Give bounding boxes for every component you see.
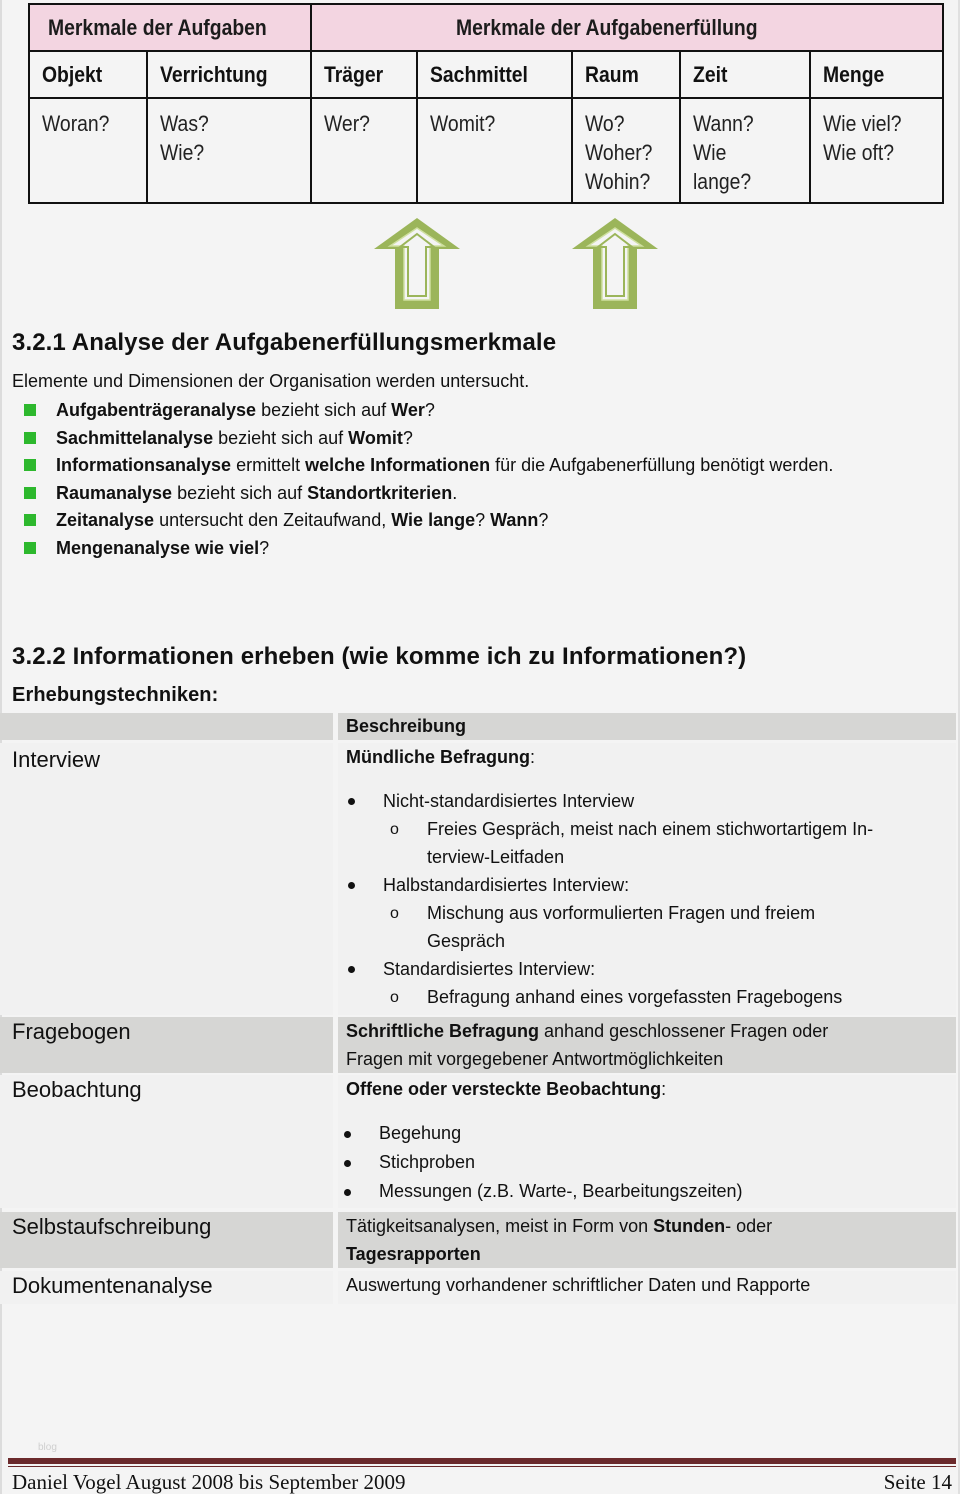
bullet-dot-icon bbox=[348, 966, 355, 973]
col-head-traeger: Träger bbox=[311, 51, 417, 98]
header-cell-left bbox=[0, 713, 333, 740]
bullet-dot-icon bbox=[348, 798, 355, 805]
green-square-bullet-icon bbox=[24, 542, 36, 554]
merkmale-question-row bbox=[29, 98, 943, 203]
section-321-list bbox=[24, 397, 924, 562]
col-head-sachmittel: Sachmittel bbox=[417, 51, 572, 98]
list-item: Nicht-standardisiertes Interview bbox=[346, 787, 956, 815]
technique-beobachtung: Beobachtung bbox=[0, 1075, 333, 1208]
col-head-zeit: Zeit bbox=[680, 51, 810, 98]
list-item: Zeitanalyse untersucht den Zeitaufwand, Wie lange? Wann? bbox=[24, 507, 924, 535]
list-item: Stichproben bbox=[346, 1148, 956, 1177]
section-321-intro: Elemente und Dimensionen der Organisation werden untersucht. bbox=[12, 371, 530, 391]
bullet-circle-icon: o bbox=[390, 989, 399, 1006]
col-head-raum: Raum bbox=[572, 51, 680, 98]
list-item: Halbstandardisiertes Interview: bbox=[346, 871, 956, 899]
q-objekt: Woran? bbox=[29, 98, 147, 203]
footer-rule-thick bbox=[8, 1458, 956, 1464]
bullet-circle-icon: o bbox=[390, 905, 399, 922]
technique-fragebogen: Fragebogen bbox=[0, 1017, 333, 1073]
band-aufgabenerfuellung: Merkmale der Aufgabenerfüllung bbox=[311, 4, 943, 51]
merkmale-table bbox=[28, 3, 944, 204]
list-item: Informationsanalyse ermittelt welche Informationen für die Aufgabenerfüllung benötigt werden. bbox=[24, 452, 874, 480]
list-item: Begehung bbox=[346, 1119, 956, 1148]
description-beobachtung: Offene oder versteckte Beobachtung: Begehung Stichproben Messungen (z.B. Warte-, Bearbeitungszeiten) bbox=[338, 1075, 956, 1208]
footer-author-dates: Daniel Vogel August 2008 bis September 2009 bbox=[12, 1470, 406, 1494]
list-item: Mengenanalyse wie viel? bbox=[24, 535, 924, 563]
section-322-title: 3.2.2 Informationen erheben (wie komme ich zu Informationen?) bbox=[12, 643, 747, 670]
col-head-objekt: Objekt bbox=[29, 51, 147, 98]
q-sachmittel: Womit? bbox=[417, 98, 572, 203]
list-item: Aufgabenträgeranalyse bezieht sich auf Wer? bbox=[24, 397, 924, 425]
description-interview: Mündliche Befragung: Nicht-standardisiertes Interview o Freies Gespräch, meist nach einem stichwortartigem In- terview-Leitfaden Halbstandardisiertes Interview: o Mischung aus vorformulierten Fragen und freiem Gespräch Standardisiertes Interview: o Befragung anhand eines vorgefassten Fragebogens bbox=[338, 743, 956, 1015]
green-square-bullet-icon bbox=[24, 459, 36, 471]
bullet-circle-icon: o bbox=[390, 821, 399, 838]
col-head-verrichtung: Verrichtung bbox=[147, 51, 311, 98]
green-square-bullet-icon bbox=[24, 432, 36, 444]
table-row-fragebogen bbox=[0, 1017, 960, 1073]
section-322-subtitle: Erhebungstechniken: bbox=[12, 684, 219, 706]
list-item: Raumanalyse bezieht sich auf Standortkriterien. bbox=[24, 480, 924, 508]
q-verrichtung: Was? Wie? bbox=[147, 98, 311, 203]
description-dokumentenanalyse: Auswertung vorhandener schriftlicher Daten und Rapporte bbox=[338, 1271, 956, 1304]
list-item: o Befragung anhand eines vorgefassten Fragebogens bbox=[346, 983, 956, 1011]
description-selbstaufschreibung: Tätigkeitsanalysen, meist in Form von Stunden- oder Tagesrapporten bbox=[338, 1212, 956, 1268]
bullet-dot-icon bbox=[344, 1160, 351, 1167]
q-menge: Wie viel? Wie oft? bbox=[810, 98, 943, 203]
technique-selbstaufschreibung: Selbstaufschreibung bbox=[0, 1212, 333, 1268]
q-zeit: Wann? Wie lange? bbox=[680, 98, 810, 203]
hollow-up-arrow-icon bbox=[372, 216, 462, 311]
section-321-title: 3.2.1 Analyse der Aufgabenerfüllungsmerkmale bbox=[12, 329, 557, 356]
header-cell-beschreibung: Beschreibung bbox=[338, 713, 956, 740]
merkmale-head-row bbox=[29, 51, 943, 98]
list-item: Sachmittelanalyse bezieht sich auf Womit? bbox=[24, 425, 924, 453]
table-row-dokumentenanalyse bbox=[0, 1271, 960, 1304]
watermark: blog bbox=[38, 1442, 57, 1453]
col-head-menge: Menge bbox=[810, 51, 943, 98]
description-fragebogen: Schriftliche Befragung anhand geschlossener Fragen oder Fragen mit vorgegebener Antwortmöglichkeiten bbox=[338, 1017, 956, 1073]
footer-rule-thin bbox=[8, 1466, 956, 1467]
table-row-beobachtung bbox=[0, 1075, 960, 1208]
techniques-header-row bbox=[0, 713, 960, 740]
merkmale-band-row bbox=[29, 4, 943, 51]
technique-interview: Interview bbox=[0, 743, 333, 1015]
hollow-up-arrow-icon bbox=[570, 216, 660, 311]
band-aufgaben: Merkmale der Aufgaben bbox=[29, 4, 311, 51]
table-row-interview bbox=[0, 743, 960, 1015]
bullet-dot-icon bbox=[344, 1131, 351, 1138]
list-item: Messungen (z.B. Warte-, Bearbeitungszeiten) bbox=[346, 1177, 956, 1206]
bullet-dot-icon bbox=[344, 1189, 351, 1196]
green-square-bullet-icon bbox=[24, 404, 36, 416]
list-item: o Mischung aus vorformulierten Fragen und freiem Gespräch bbox=[346, 899, 956, 955]
list-item: o Freies Gespräch, meist nach einem stichwortartigem In- terview-Leitfaden bbox=[346, 815, 956, 871]
q-traeger: Wer? bbox=[311, 98, 417, 203]
list-item: Standardisiertes Interview: bbox=[346, 955, 956, 983]
bullet-dot-icon bbox=[348, 882, 355, 889]
green-square-bullet-icon bbox=[24, 487, 36, 499]
table-row-selbstaufschreibung bbox=[0, 1212, 960, 1268]
green-square-bullet-icon bbox=[24, 514, 36, 526]
footer-page-number: Seite 14 bbox=[883, 1470, 952, 1494]
q-raum: Wo? Woher? Wohin? bbox=[572, 98, 680, 203]
technique-dokumentenanalyse: Dokumentenanalyse bbox=[0, 1271, 333, 1304]
